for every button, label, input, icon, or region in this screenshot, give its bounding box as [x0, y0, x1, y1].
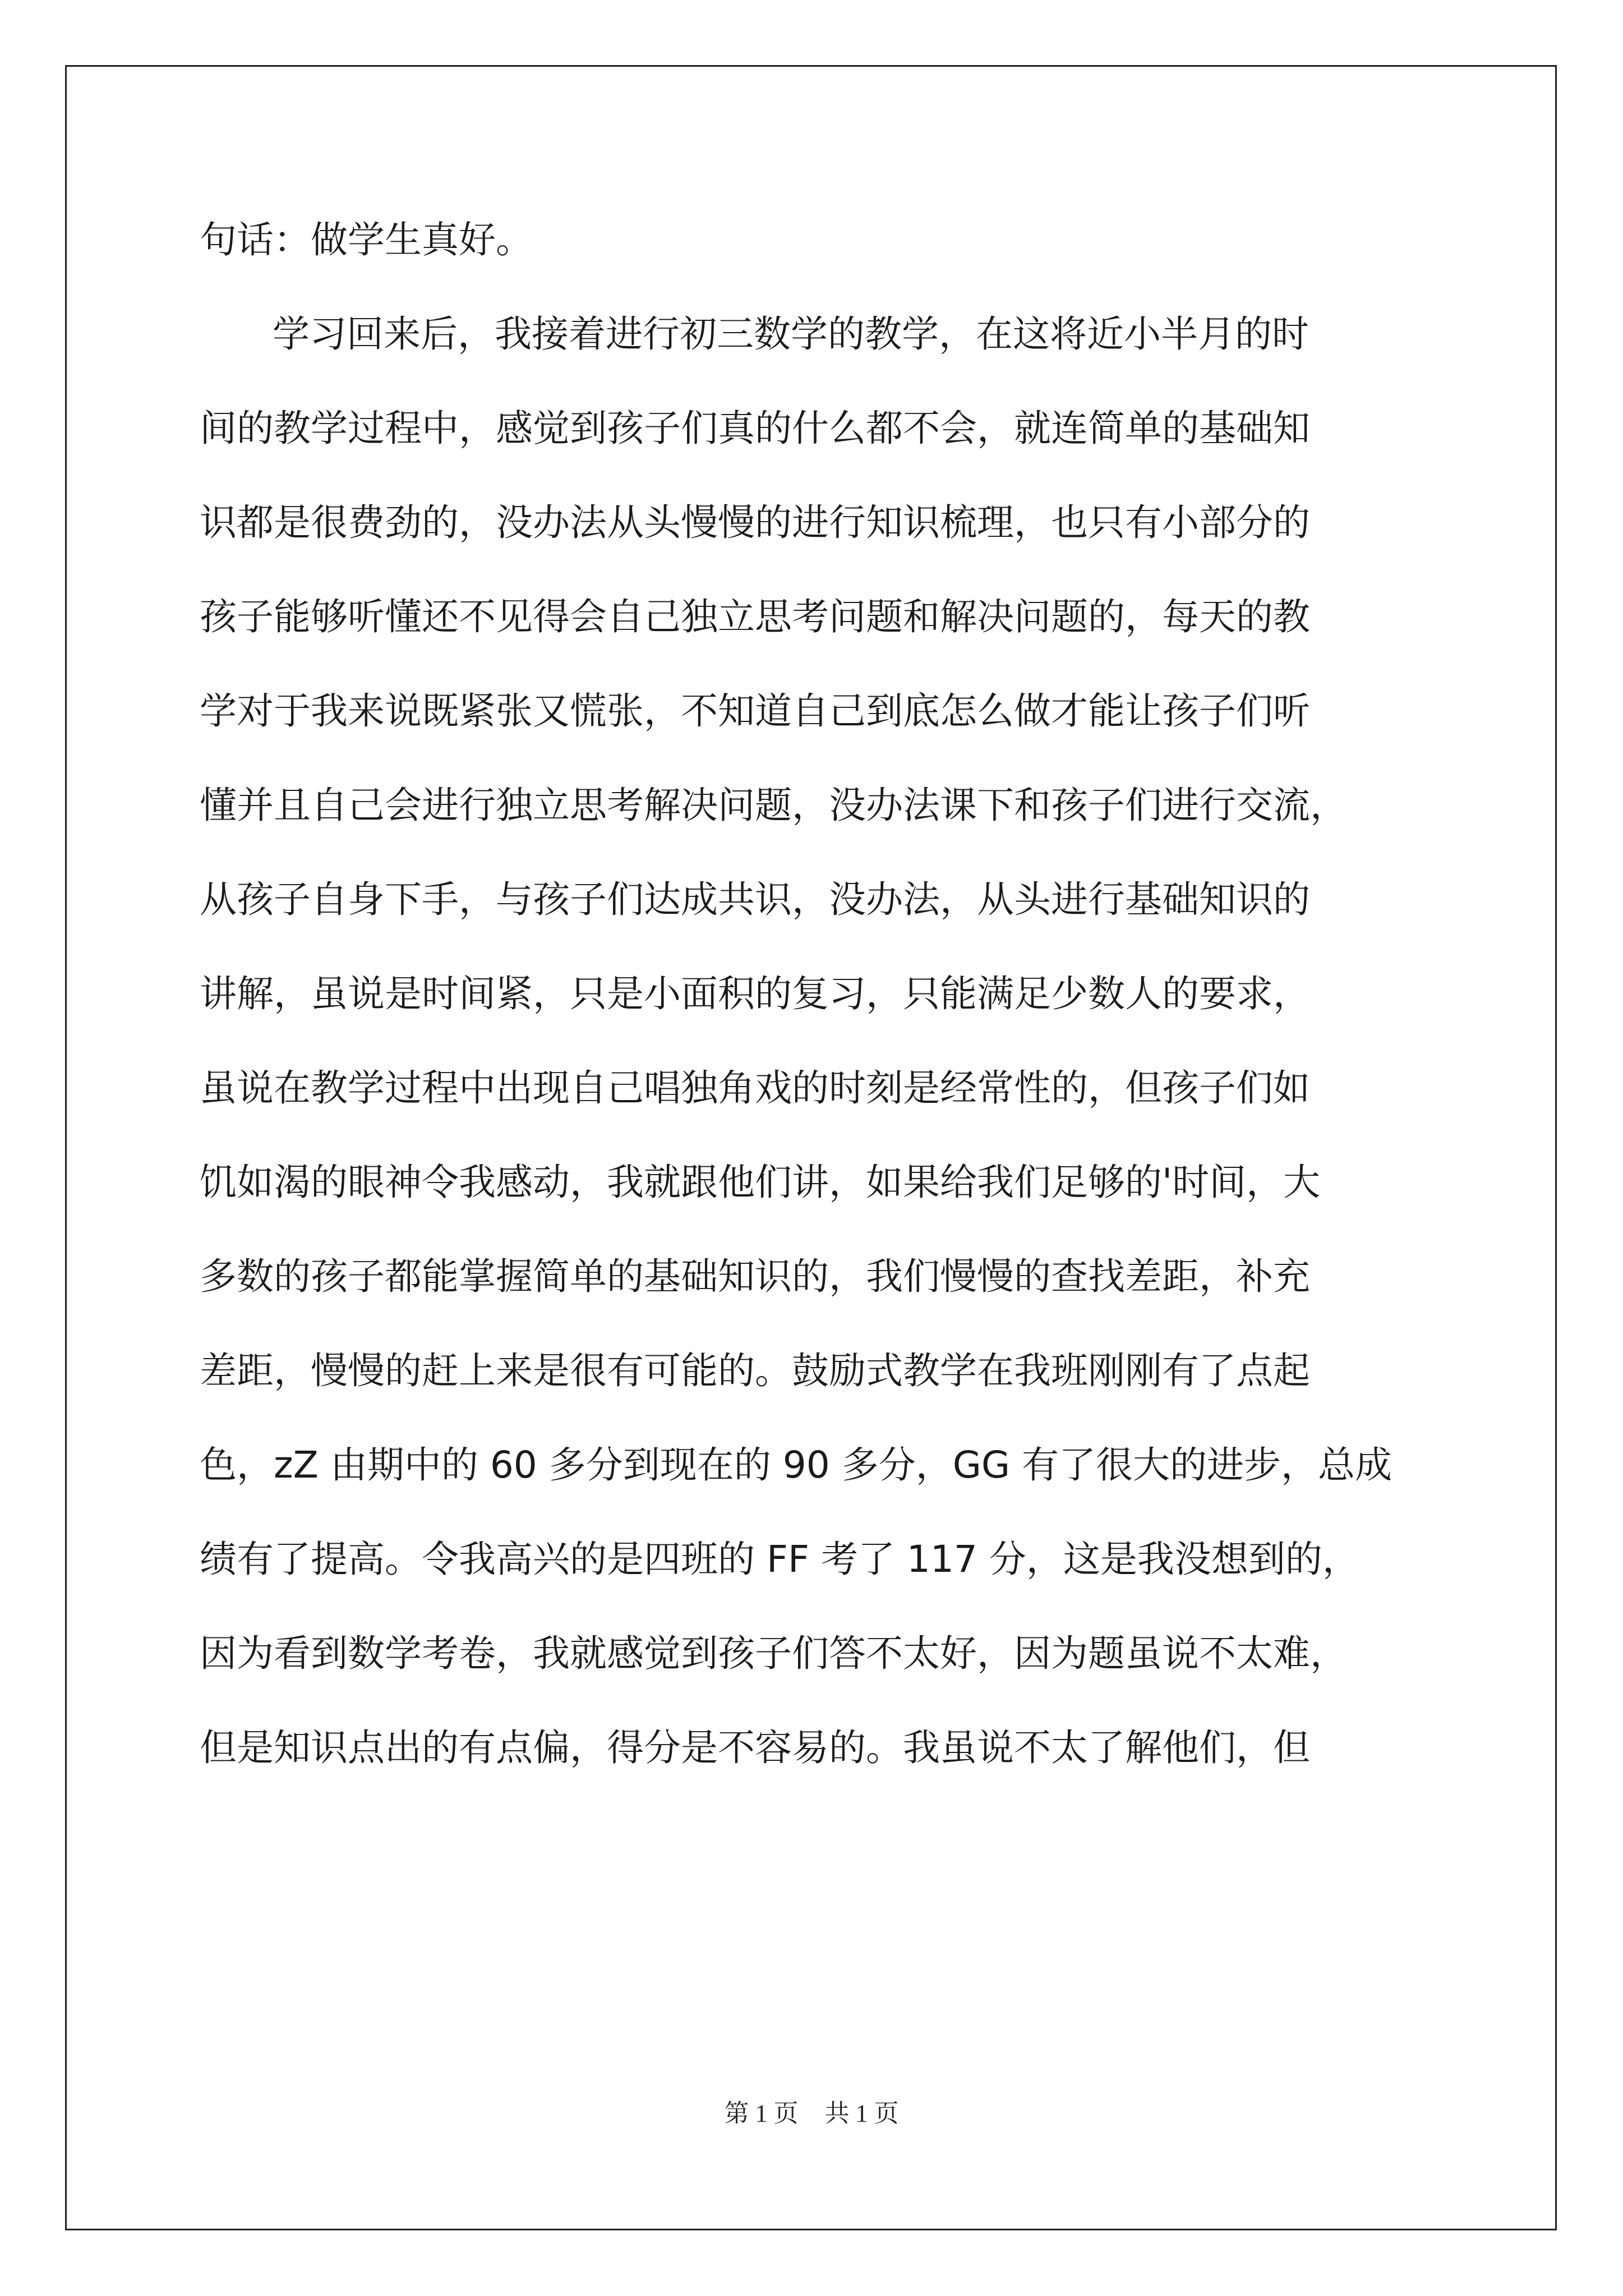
text-line: 间的教学过程中，感觉到孩子们真的什么都不会，就连简单的基础知 — [200, 407, 1310, 450]
text-line: 差距，慢慢的赶上来是很有可能的。鼓励式教学在我班刚刚有了点起 — [200, 1349, 1310, 1392]
text-line: 饥如渴的眼神令我感动，我就跟他们讲，如果给我们足够的'时间，大 — [200, 1161, 1321, 1204]
page-footer — [0, 2097, 1623, 2131]
text-line: 学习回来后，我接着进行初三数学的教学，在这将近小半月的时 — [273, 312, 1309, 356]
document-body — [200, 193, 1433, 1795]
text-line: 懂并且自己会进行独立思考解决问题，没办法课下和孩子们进行交流， — [200, 784, 1347, 827]
text-line: 绩有了提高。令我高兴的是四班的 FF 考了 117 分，这是我没想到的， — [200, 1538, 1359, 1581]
text-line: 色，zZ 由期中的 60 多分到现在的 90 多分，GG 有了很大的进步，总成 — [200, 1443, 1392, 1487]
text-line: 孩子能够听懂还不见得会自己独立思考问题和解决问题的，每天的教 — [200, 595, 1310, 638]
page-total: 共 1 页 — [824, 2100, 899, 2127]
text-line: 虽说在教学过程中出现自己唱独角戏的时刻是经常性的，但孩子们如 — [200, 1066, 1310, 1110]
text-line: 因为看到数学考卷，我就感觉到孩子们答不太好，因为题虽说不太难， — [200, 1632, 1347, 1675]
text-line: 多数的孩子都能掌握简单的基础知识的，我们慢慢的查找差距，补充 — [200, 1255, 1310, 1298]
text-line: 讲解，虽说是时间紧，只是小面积的复习，只能满足少数人的要求， — [200, 972, 1310, 1015]
text-line: 从孩子自身下手，与孩子们达成共识，没办法，从头进行基础知识的 — [200, 878, 1310, 921]
text-line: 学对于我来说既紧张又慌张，不知道自己到底怎么做才能让孩子们听 — [200, 689, 1310, 733]
text-line: 句话：做学生真好。 — [200, 218, 533, 261]
text-line: 但是知识点出的有点偏，得分是不容易的。我虽说不太了解他们，但 — [200, 1726, 1310, 1769]
text-line: 识都是很费劲的，没办法从头慢慢的进行知识梳理，也只有小部分的 — [200, 501, 1310, 544]
page-number: 第 1 页 — [724, 2100, 799, 2127]
